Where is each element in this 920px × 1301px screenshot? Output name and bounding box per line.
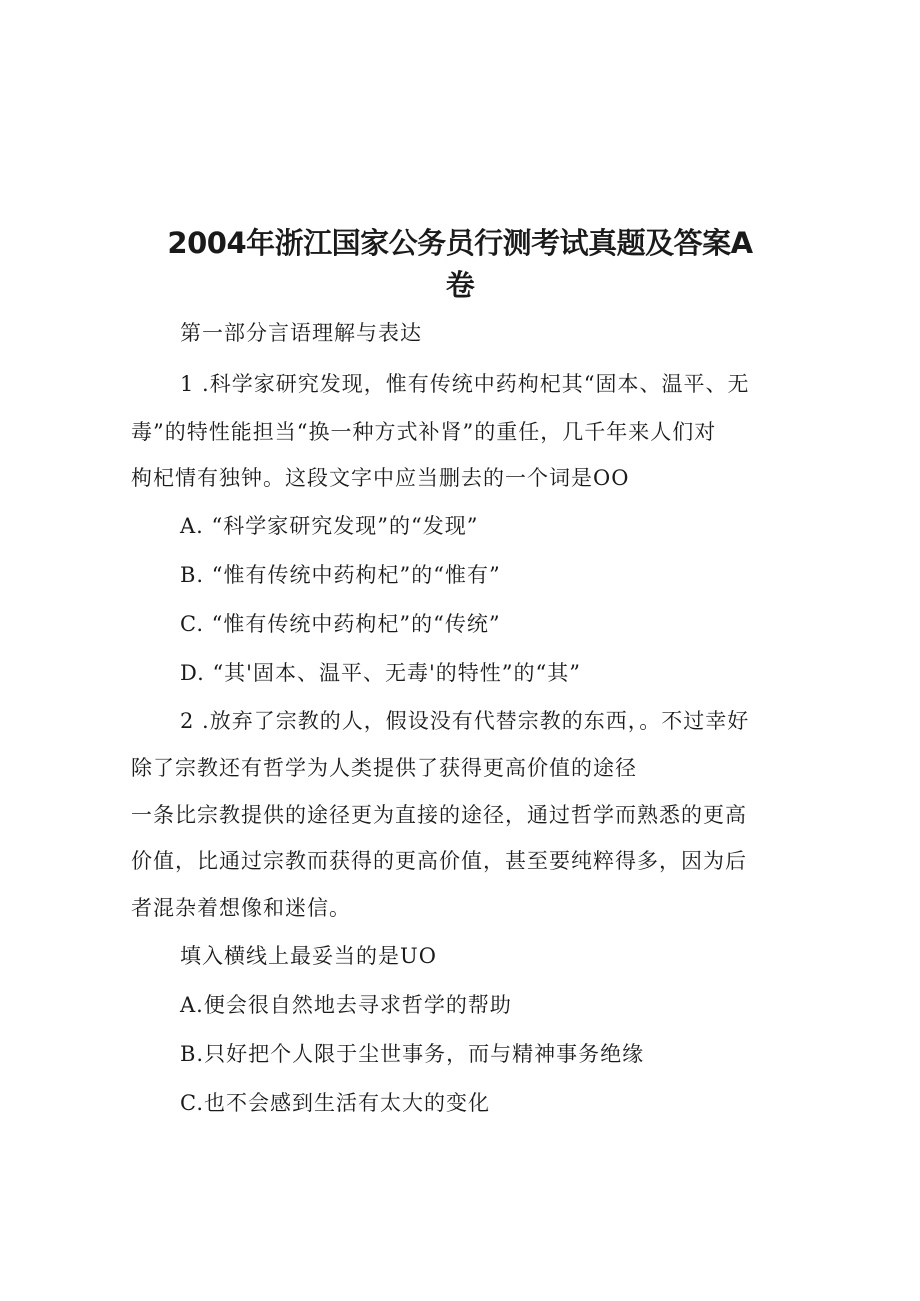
question-2-line-5: 者混杂着想像和迷信。 bbox=[131, 896, 351, 920]
section-heading: 第一部分言语理解与表达 bbox=[180, 321, 422, 345]
question-2-line-4: 价值，比通过宗教而获得的更高价值，甚至要纯粹得多，因为后 bbox=[131, 849, 747, 873]
question-2-prompt: 填入横线上最妥当的是UO bbox=[180, 944, 437, 968]
question-2-option-c: C.也不会感到生活有太大的变化 bbox=[180, 1091, 490, 1115]
question-1-option-a: A. “科学家研究发现”的“发现” bbox=[180, 514, 479, 538]
question-2-line-1: 2 .放弃了宗教的人，假设没有代替宗教的东西，。不过幸好 bbox=[180, 709, 750, 733]
question-2-option-b: B.只好把个人限于尘世事务，而与精神事务绝缘 bbox=[180, 1042, 645, 1066]
document-title-line-1: 2004年浙江国家公务员行测考试真题及答案A bbox=[167, 226, 753, 260]
question-1-option-b: B. “惟有传统中药枸杞”的“惟有” bbox=[180, 563, 501, 587]
question-1-option-c: C. “惟有传统中药枸杞”的“传统” bbox=[180, 612, 501, 636]
question-1-line-1: 1 .科学家研究发现，惟有传统中药枸杞其“固本、温平、无 bbox=[180, 372, 750, 396]
question-2-line-2: 除了宗教还有哲学为人类提供了获得更高价值的途径 bbox=[131, 756, 637, 780]
question-1-option-d: D. “其'固本、温平、无毒'的特性”的“其” bbox=[180, 661, 581, 685]
question-1-line-3: 枸杞情有独钟。这段文字中应当删去的一个词是OO bbox=[131, 466, 630, 490]
question-2-option-a: A.便会很自然地去寻求哲学的帮助 bbox=[180, 993, 512, 1017]
document-title-line-2: 卷 bbox=[445, 268, 475, 302]
question-1-line-2: 毒”的特性能担当“换一种方式补肾”的重任，几千年来人们对 bbox=[131, 420, 717, 444]
question-2-line-3: 一条比宗教提供的途径更为直接的途径，通过哲学而熟悉的更高 bbox=[131, 803, 747, 827]
